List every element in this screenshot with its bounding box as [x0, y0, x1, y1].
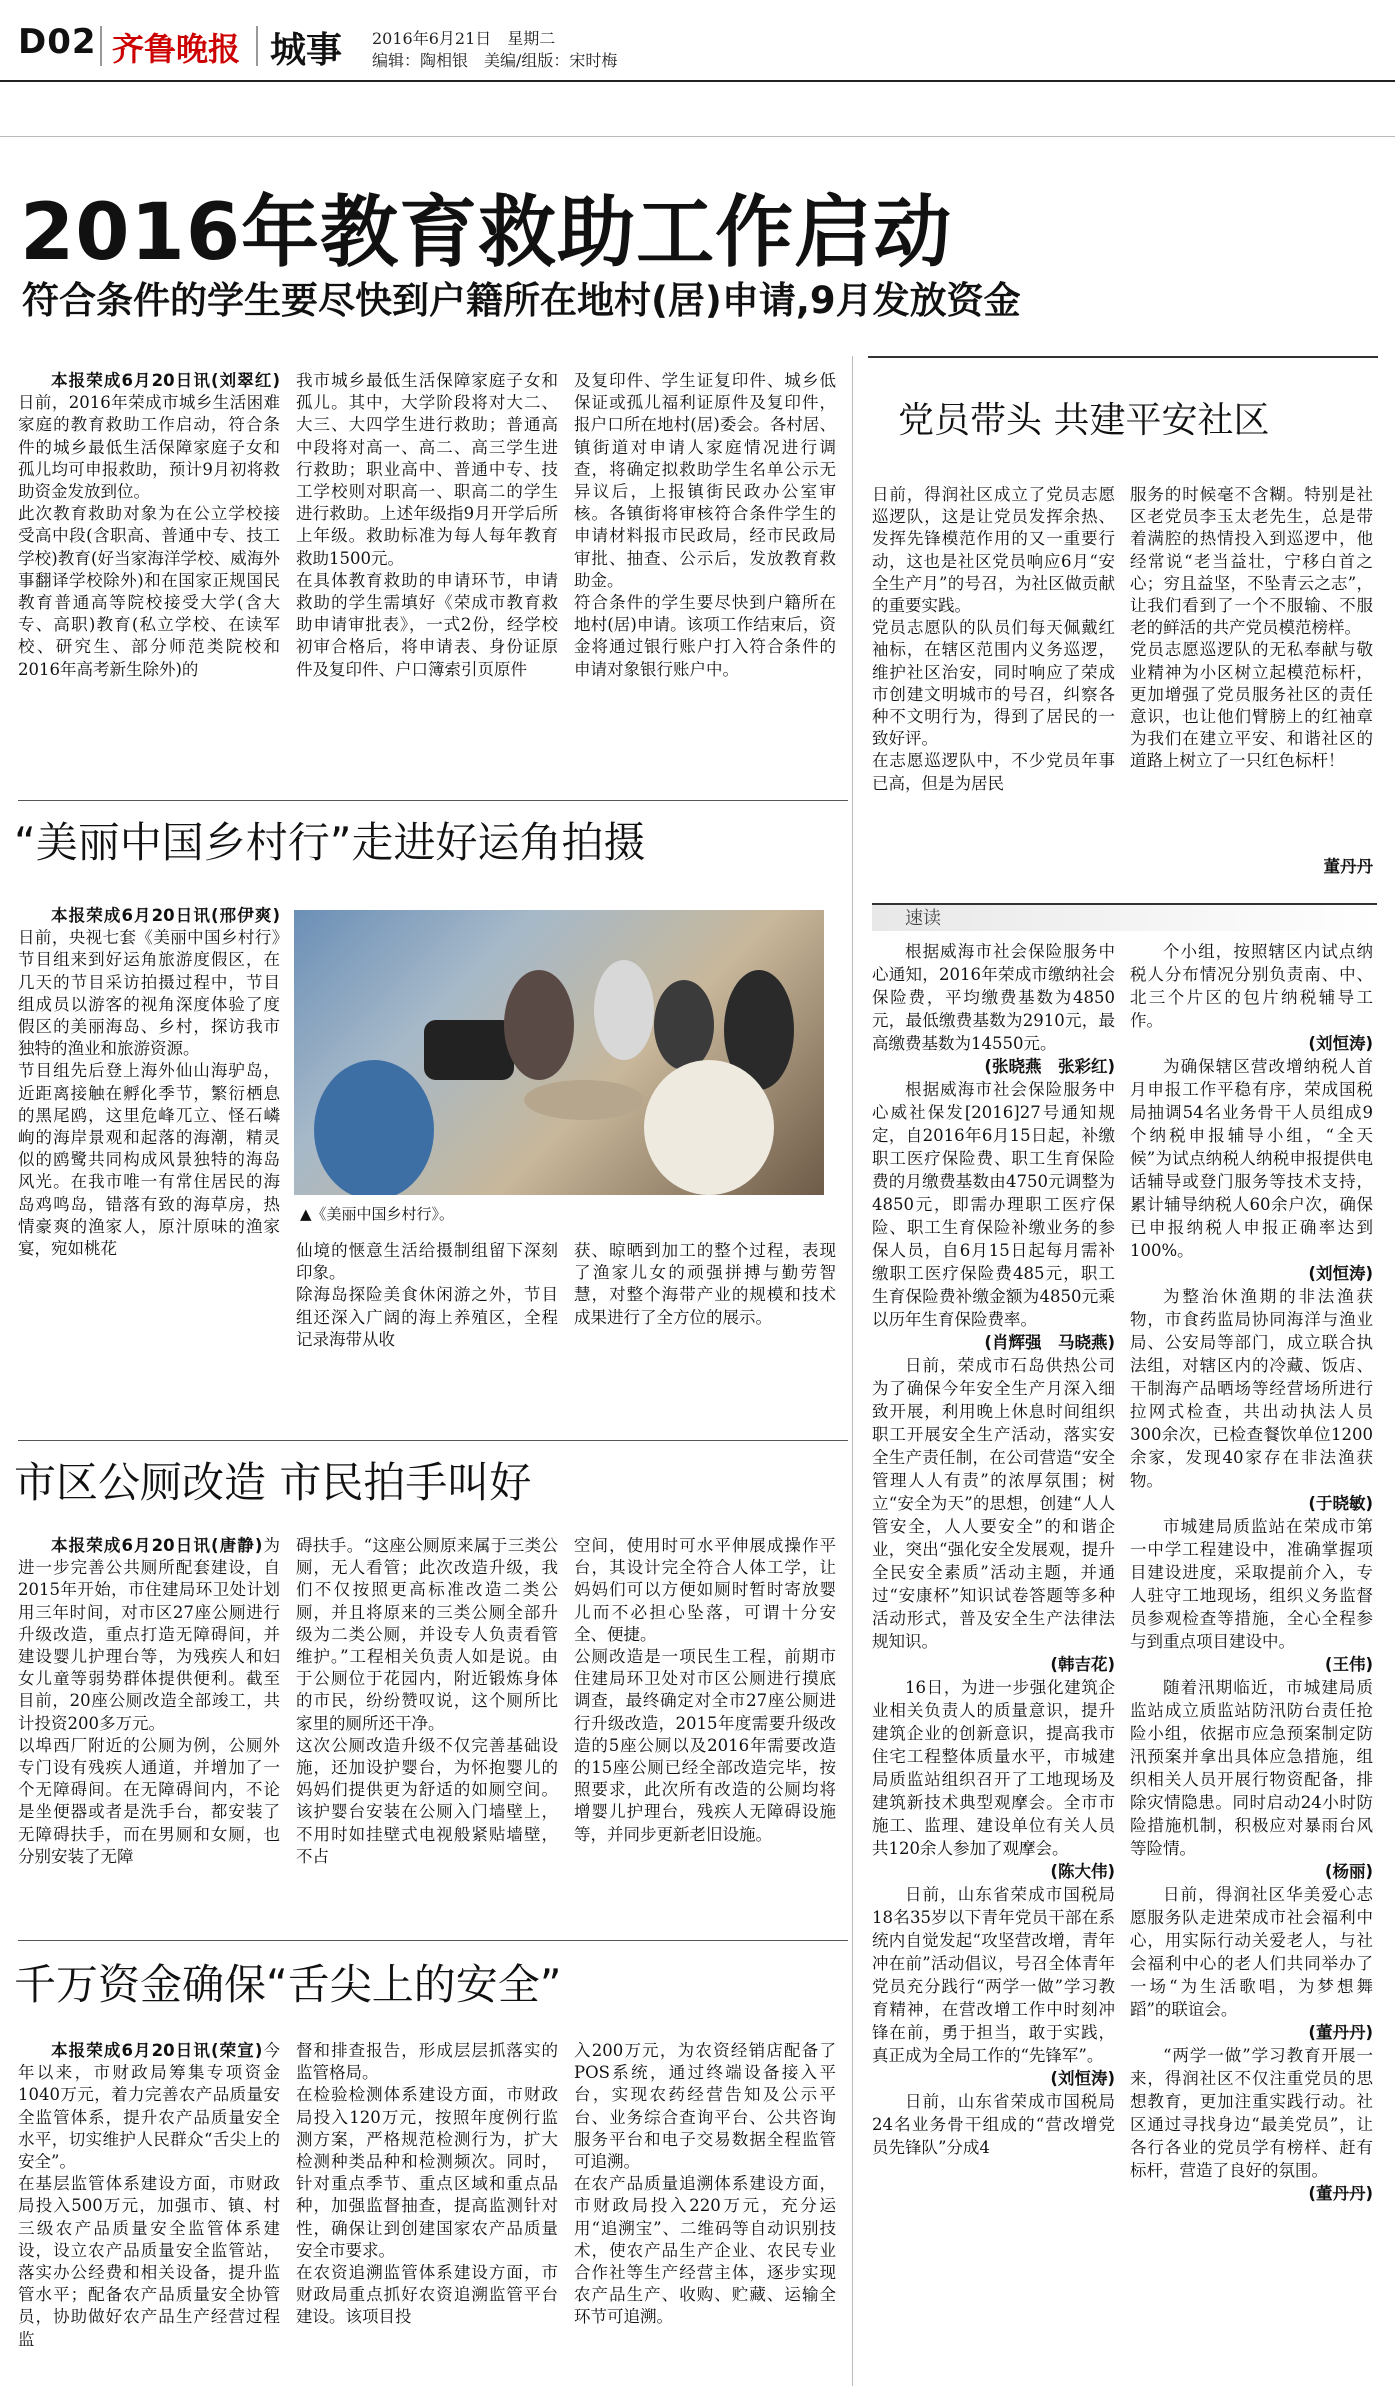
- brief-text: 日前，荣成市石岛供热公司为了确保今年安全生产月深入细致开展，利用晚上休息时间组织职工开展安全生产活动，落实安全生产责任制，在公司营造“安全管理人人有责”的浓厚氛围；树立“安全为天”的思想，创建“人人管安全，人人要安全”的和谐企业，突出“强化安全发展观，提升全民安全素质”活动主题，并通过“安康杯”知识试卷答题等多种活动形式，普及安全生产法律法规知识。: [872, 1356, 1115, 1651]
- editor-line: 编辑：陶相银 美编/组版：宋时梅: [372, 51, 618, 70]
- brief-author: (陈大伟): [1050, 1862, 1115, 1881]
- brief-author: (杨丽): [1324, 1862, 1373, 1881]
- party-headline: 党员带头 共建平安社区: [898, 400, 1270, 441]
- brief-item: [1130, 1676, 1373, 1860]
- briefs-right-column: [1130, 940, 1373, 2385]
- main-headline: 2016年教育救助工作启动: [20, 188, 953, 278]
- story1-text: 日前，2016年荣成市城乡生活困难家庭的教育救助工作启动，符合条件的城乡最低生活保障家庭子女和孤儿均可申报救助，预计9月初将救助资金发放到位。 此次教育救助对象为在公立学校接受高中段(含职高、普通中专、技工学校)教育(好当家海洋学校、威海外事翻译学校除外)和在国家正规国民教育普通高等院校接受大学(含大专、高职)教育(私立学校、在读军校、研究生、部分师范类院校和2016年高考新生除外)的: [18, 393, 280, 679]
- brief-item: [872, 940, 1115, 1055]
- brief-text: “两学一做”学习教育开展一来，得润社区不仅注重党员的思想教育，更加注重实践行动。社区通过寻找身边“最美党员”，让各行各业的党员学有榜样、赶有标杆，营造了良好的氛围。: [1130, 2046, 1373, 2180]
- masthead-divider: [100, 26, 102, 66]
- party-col1: 日前，得润社区成立了党员志愿巡逻队，这是让党员发挥余热、发挥先锋模范作用的又一重要行动，这也是社区党员响应6月“安全生产月”的号召，为社区做贡献的重要实践。 党员志愿队的队员们每天佩戴红袖标，在辖区范围内义务巡逻，维护社区治安，同时响应了荣成市创建文明城市的号召，纠察各种不文明行为，得到了居民的一致好评。 在志愿巡逻队中，不少党员年事已高，但是为居民: [872, 485, 1115, 793]
- story2-headline: “美丽中国乡村行”走进好运角拍摄: [14, 818, 646, 867]
- header-rule: [0, 80, 1395, 82]
- story4-col2: 督和排查报告，形成层层抓落实的监管格局。 在检验检测体系建设方面，市财政局投入120万元，按照年度例行监测方案，严格规范检测行为，扩大检测种类品种和检测频次。同时，针对重点季节、重点区域和重点品种，加强监督抽查，提高监测针对性，确保让到创建国家农产品质量安全市要求。 在农资追溯监管体系建设方面，市财政局重点抓好农资追溯监管平台建设。该项目投: [296, 2041, 558, 2327]
- brief-author: (王伟): [1324, 1655, 1373, 1674]
- story2-lead: 本报荣成6月20日讯(邢伊爽): [51, 906, 280, 925]
- brief-author: (韩吉花): [1050, 1655, 1115, 1674]
- photo-figure: [654, 980, 714, 1070]
- story3-col3: 空间，使用时可水平伸展成操作平台，其设计完全符合人体工学，让妈妈们可以方便如厕时暂时寄放婴儿而不必担心坠落，可谓十分安全、便捷。 公厕改造是一项民生工程，前期市住建局环卫处对市区公厕进行摸底调查，最终确定对全市27座公厕进行升级改造，2015年度需要升级改造的5座公厕以及2016年需要改造的15座公厕已经全部改造完毕，按照要求，此次所有改造的公厕均将增婴儿护理台，残疾人无障碍设施等，并同步更新老旧设施。: [574, 1536, 836, 1844]
- briefs-label: 速读: [905, 908, 941, 929]
- brief-item: [1130, 2044, 1373, 2182]
- brief-item: [872, 2090, 1115, 2159]
- section-name: 城事: [270, 30, 343, 71]
- photo-table: [524, 1080, 644, 1120]
- brief-text: 市城建局质监站在荣成市第一中学工程建设中，准确掌握项目建设进度，采取提前介入，专人驻守工地现场，组织义务监督员参观检查等措施，全心全程参与到重点项目建设中。: [1130, 1517, 1373, 1651]
- brief-author: (刘恒涛): [1308, 1034, 1373, 1053]
- page-number: D02: [18, 22, 97, 62]
- story2-col1: [18, 905, 280, 1425]
- photo-figure-cameraman: [314, 1060, 434, 1195]
- brief-author: (刘恒涛): [1308, 1264, 1373, 1283]
- story2-col3: 获、晾晒到加工的整个过程，表现了渔家儿女的顽强拼搏与勤劳智慧，对整个海带产业的规模和技术成果进行了全方位的展示。: [574, 1241, 836, 1327]
- story3-top-rule: [18, 1440, 848, 1441]
- brief-item: [872, 1883, 1115, 2067]
- story4-text: 今年以来，市财政局筹集专项资金1040万元，着力完善农产品质量安全监管体系，提升农产品质量安全水平，切实维护人民群众“舌尖上的安全”。 在基层监管体系建设方面，市财政局投入500万元，加强市、镇、村三级农产品质量安全监管体系建设，设立农产品质量安全监管站，落实办公经费和相关设备，提升监管水平；配备农产品质量安全协管员，协助做好农产品生产经营过程监: [18, 2041, 280, 2349]
- brief-author: (于晓敏): [1308, 1494, 1373, 1513]
- story2-col2: 仙境的惬意生活给摄制组留下深刻印象。 除海岛探险美食休闲游之外，节目组还深入广阔的海上养殖区，全程记录海带从收: [296, 1241, 558, 1349]
- photo-figure-seated: [644, 1060, 774, 1195]
- brief-item: [1130, 940, 1373, 1032]
- party-col2: 服务的时候毫不含糊。特别是社区老党员李玉太老先生，总是带着满腔的热情投入到巡逻中，他经常说“老当益壮，宁移白首之心；穷且益坚，不坠青云之志”，让我们看到了一个不服输、不服老的鲜活的共产党员模范榜样。 党员志愿巡逻队的无私奉献与敬业精神为小区树立起模范标杆，更加增强了党员服务社区的责任意识，也让他们臂膀上的红袖章为我们在建立平安、和谐社区的道路上树立了一只红色标杆！: [1130, 485, 1373, 771]
- brief-author: (董丹丹): [1308, 2023, 1373, 2042]
- filming-photo: [294, 910, 824, 1195]
- brief-text: 为确保辖区营改增纳税人首月申报工作平稳有序，荣成国税局抽调54名业务骨干人员组成9个纳税申报辅导小组，“全天候”为试点纳税人纳税申报提供电话辅导或登门服务等技术支持，累计辅导纳税人60余户次，确保已申报纳税人申报正确率达到100%。: [1130, 1057, 1373, 1260]
- brief-item: [1130, 1055, 1373, 1262]
- story3-col2: 碍扶手。“这座公厕原来属于三类公厕，无人看管；此次改造升级，我们不仅按照更高标准改造二类公厕，并且将原来的三类公厕全部升级为二类公厕，并设专人负责看管维护。”工程相关负责人如是说。由于公厕位于花园内，附近锻炼身体的市民，纷纷赞叹说，这个厕所比家里的厕所还干净。 这次公厕改造升级不仅完善基础设施，还加设护婴台，为怀抱婴儿的妈妈们提供更为舒适的如厕空间。该护婴台安装在公厕入门墙壁上，不用时如挂壁式电视般紧贴墙壁，不占: [296, 1536, 558, 1866]
- story1-col2: 我市城乡最低生活保障家庭子女和孤儿。其中，大学阶段将对大二、大三、大四学生进行救助；普通高中段将对高一、高二、高三学生进行救助；职业高中、普通中专、技工学校则对职高一、职高二的学生进行救助。上述年级指9月开学后所上年级。救助标准为每人每年教育救助1500元。 在具体教育救助的申请环节，申请救助的学生需填好《荣成市教育救助申请审批表》，一式2份，经学校初审合格后，将申请表、身份证原件及复印件、户口簿索引页原件: [296, 371, 558, 679]
- story4-lead: 本报荣成6月20日讯(荣宣): [51, 2041, 263, 2060]
- briefs-left-column: [872, 940, 1115, 2385]
- story1-col3: 及复印件、学生证复印件、城乡低保证或孤儿福利证原件及复印件，报户口所在地村(居)委会。各村居、镇街道对申请人家庭情况进行调查，将确定拟救助学生名单公示无异议后，上报镇街民政办公室审核。各镇街将审核符合条件学生的申请材料报市民政局，经市民政局审批、抽查、公示后，发放教育救助金。 符合条件的学生要尽快到户籍所在地村(居)申请。该项工作结束后，资金将通过银行账户打入符合条件的申请对象银行账户中。: [574, 371, 836, 679]
- story4-headline: 千万资金确保“舌尖上的安全”: [14, 1960, 562, 2009]
- photo-figure: [594, 960, 654, 1060]
- story3-col1: [18, 1535, 280, 1930]
- briefs-header-bar: [872, 903, 1377, 931]
- masthead-divider: [256, 26, 258, 66]
- party-author: 董丹丹: [1323, 857, 1373, 876]
- brief-author: (张晓燕 张彩红): [984, 1057, 1115, 1076]
- brief-text: 个小组，按照辖区内试点纳税人分布情况分别负责南、中、北三个片区的包片纳税辅导工作。: [1130, 942, 1373, 1030]
- brief-text: 16日，为进一步强化建筑企业相关负责人的质量意识，提升建筑企业的创新意识，提高我市住宅工程整体质量水平，市城建局质监站组织召开了工地现场及建筑新技术典型观摩会。全市市施工、监理、建设单位有关人员共120余人参加了观摩会。: [872, 1678, 1115, 1858]
- story3-headline: 市区公厕改造 市民拍手叫好: [14, 1458, 532, 1507]
- story4-top-rule: [18, 1940, 848, 1941]
- brief-item: [872, 1354, 1115, 1653]
- brief-text: 根据威海市社会保险服务中心通知，2016年荣成市缴纳社会保险费，平均缴费基数为4850元，最低缴费基数为2910元，最高缴费基数为14550元。: [872, 942, 1115, 1053]
- header-rule-light: [0, 136, 1395, 137]
- main-subtitle: 符合条件的学生要尽快到户籍所在地村(居)申请,9月发放资金: [22, 279, 1021, 322]
- brief-text: 根据威海市社会保险服务中心威社保发[2016]27号通知规定，自2016年6月15日起，补缴职工医疗保险费、职工生育保险费的月缴费基数由4750元调整为4850元，即需办理职工医疗保险、职工生育保险补缴业务的参保人员，自6月15日起每月需补缴职工医疗保险费485元，职工生育保险费补缴金额为4850元乘以历年生育保险费率。: [872, 1080, 1115, 1329]
- brief-text: 日前，得润社区华美爱心志愿服务队走进荣成市社会福利中心，用实际行动关爱老人，与社会福利中心的老人们共同举办了一场“为生活歌唱，为梦想舞蹈”的联谊会。: [1130, 1885, 1373, 2019]
- story4-col1: [18, 2040, 280, 2385]
- brief-author: (董丹丹): [1308, 2184, 1373, 2203]
- brief-item: [1130, 1883, 1373, 2021]
- story1-lead: 本报荣成6月20日讯(刘翠红): [51, 371, 280, 390]
- brief-text: 为整治休渔期的非法渔获物，市食药监局协同海洋与渔业局、公安局等部门，成立联合执法组，对辖区内的冷藏、饭店、干制海产品晒场等经营场所进行拉网式检查，共出动执法人员300余次，已检查餐饮单位1200余家，发现40家存在非法渔获物。: [1130, 1287, 1373, 1490]
- brief-text: 随着汛期临近，市城建局质监站成立质监站防汛防台责任抢险小组，依据市应急预案制定防汛预案并拿出具体应急措施，组织相关人员开展行物资配备，排除灾情隐患。同时启动24小时防险措施机制，积极应对暴雨台风等险情。: [1130, 1678, 1373, 1858]
- story2-text: 日前，央视七套《美丽中国乡村行》节目组来到好运角旅游度假区，在几天的节目采访拍摄过程中，节目组成员以游客的视角深度体验了度假区的美丽海岛、乡村，探访我市独特的渔业和旅游资源。 节目组先后登上海外仙山海驴岛，近距离接触在孵化季节，繁衍栖息的黑尾鸥，这里危峰兀立、怪石嶙峋的海岸景观和起落的海潮，精灵似的鸥鹭共同构成风景独特的海岛风光。在我市唯一有常住居民的海岛鸡鸣岛，错落有致的海草房，热情豪爽的渔家人，原汁原味的渔家宴，宛如桃花: [18, 928, 280, 1259]
- story4-col3: 入200万元，为农资经销店配备了POS系统，通过终端设备接入平台，实现农药经营告知及公示平台、业务综合查询平台、公共咨询服务平台和电子交易数据全程监管可追溯。 在农产品质量追溯体系建设方面，市财政局投入220万元，充分运用“追溯宝”、二维码等自动识别技术，使农产品生产企业、农民专业合作社等生产经营主体，逐步实现农产品生产、收购、贮藏、运输全环节可追溯。: [574, 2041, 836, 2327]
- newspaper-logo: 齐鲁晚报: [112, 30, 241, 68]
- brief-text: 日前，山东省荣成市国税局18名35岁以下青年党员干部在系统内自觉发起“攻坚营改增，青年冲在前”活动倡议，号召全体青年党员充分践行“两学一做”学习教育精神，在营改增工作中时刻冲锋在前，勇于担当，敢于实践，真正成为全局工作的“先锋军”。: [872, 1885, 1115, 2065]
- photo-caption: ▲《美丽中国乡村行》。: [300, 1205, 455, 1223]
- brief-text: 日前，山东省荣成市国税局24名业务骨干组成的“营改增党员先锋队”分成4: [872, 2092, 1115, 2157]
- brief-item: [872, 1078, 1115, 1331]
- brief-author: (刘恒涛): [1050, 2069, 1115, 2088]
- photo-camera: [424, 1020, 514, 1080]
- story3-lead: 本报荣成6月20日讯(唐静): [51, 1536, 263, 1555]
- brief-item: [1130, 1515, 1373, 1653]
- story3-text: 为进一步完善公共厕所配套建设，自2015年开始，市住建局环卫处计划用三年时间，对市区27座公厕进行升级改造，重点打造无障碍间，并建设婴儿护理台等，为残疾人和妇女儿童等弱势群体提供便利。截至目前，20座公厕改造全部竣工，共计投资200多万元。 以埠西厂附近的公厕为例，公厕外专门设有残疾人通道，并增加了一个无障碍间。在无障碍间内，不论是坐便器或者是洗手台，都安装了无障碍扶手，而在男厕和女厕，也分别安装了无障: [18, 1536, 280, 1866]
- story1-col1: [18, 370, 280, 750]
- party-top-rule: [868, 356, 1378, 358]
- column-divider: [852, 356, 853, 2386]
- date-line: 2016年6月21日 星期二: [372, 29, 556, 48]
- brief-author: (肖辉强 马晓燕): [984, 1333, 1115, 1352]
- brief-item: [872, 1676, 1115, 1860]
- photo-figure: [504, 970, 574, 1080]
- brief-item: [1130, 1285, 1373, 1492]
- story2-top-rule: [18, 800, 848, 801]
